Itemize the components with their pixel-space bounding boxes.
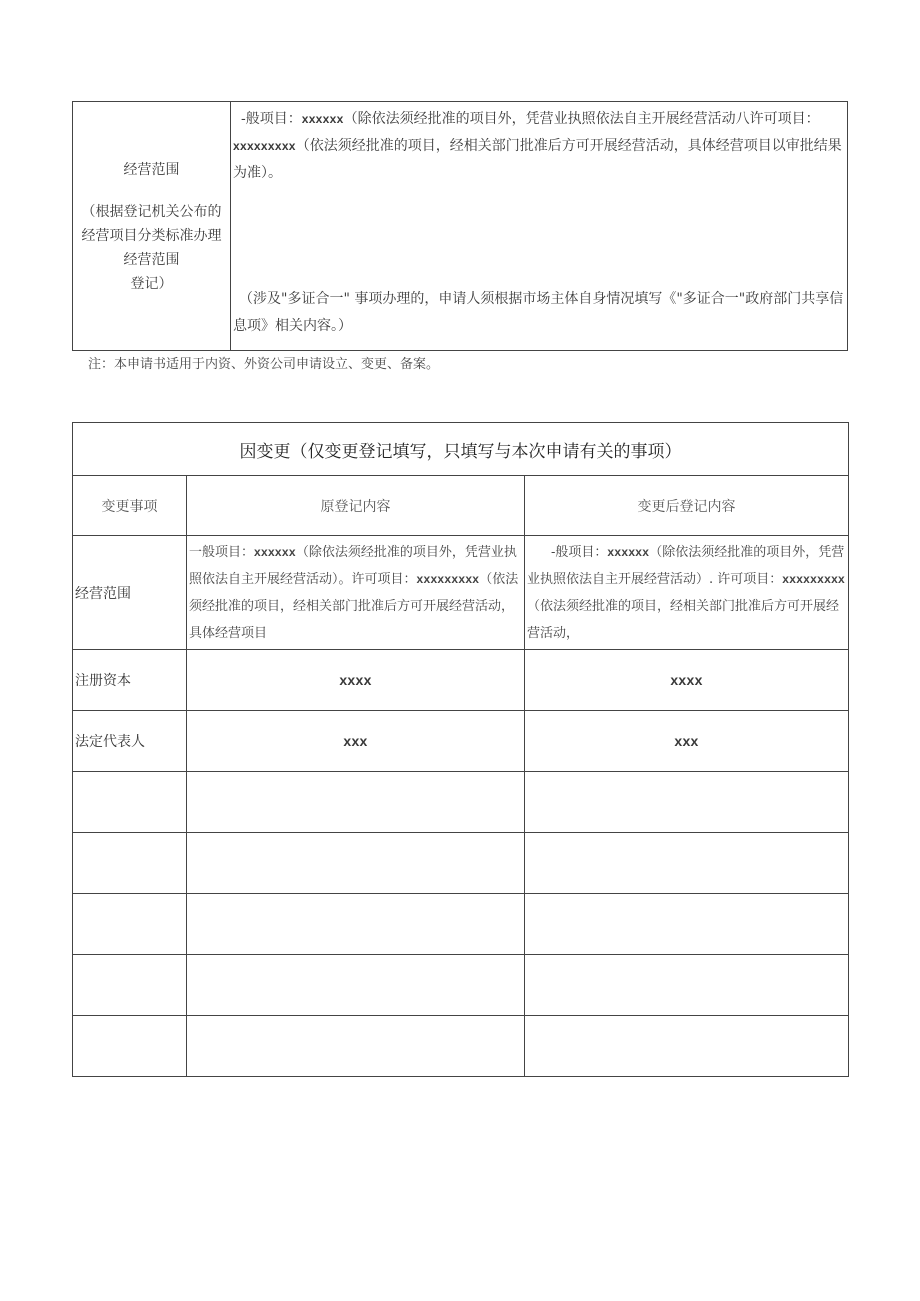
- scope-text: -般项目：xxxxxx（除依法须经批准的项目外，凭营业执照依法自主开展经营活动八许可项目：xxxxxxxxx（依法须经批准的项目，经相关部门批准后方可开展经营活动，具体经营项目以审批结果为准）。: [233, 111, 842, 181]
- empty-cell[interactable]: [525, 833, 849, 894]
- empty-cell[interactable]: [73, 833, 187, 894]
- empty-cell[interactable]: [525, 772, 849, 833]
- change-table-title: 因变更（仅变更登记填写，只填写与本次申请有关的事项）: [73, 423, 849, 476]
- form-note: 注：本申请书适用于内资、外资公司申请设立、变更、备案。: [88, 357, 440, 372]
- empty-cell[interactable]: [73, 894, 187, 955]
- scope-content-cell[interactable]: [233, 106, 845, 334]
- empty-cell[interactable]: [187, 833, 525, 894]
- header-change-item: 变更事项: [73, 476, 187, 536]
- new-scope-cell[interactable]: -般项目：xxxxxx（除依法须经批准的项目外，凭营业执照依法自主开展经营活动）. 许可项目：xxxxxxxxx（依法须经批准的项目，经相关部门批准后方可开展经营活动，: [525, 536, 849, 650]
- empty-cell[interactable]: [187, 1016, 525, 1077]
- header-new: 变更后登记内容: [525, 476, 849, 536]
- row-label-capital: 注册资本: [73, 650, 187, 711]
- empty-row: [73, 772, 849, 833]
- empty-row: [73, 894, 849, 955]
- empty-cell[interactable]: [73, 772, 187, 833]
- empty-cell[interactable]: [525, 955, 849, 1016]
- row-label-scope: 经营范围: [73, 536, 187, 650]
- empty-cell[interactable]: [187, 894, 525, 955]
- header-original: 原登记内容: [187, 476, 525, 536]
- change-table: [72, 422, 849, 1077]
- empty-cell[interactable]: [73, 1016, 187, 1077]
- scope-label-cell: [73, 102, 231, 350]
- business-scope-form: [72, 101, 848, 351]
- scope-footnote: （涉及"多证合一" 事项办理的，申请人须根据市场主体自身情况填写《"多证合一"政府部门共享信息项》相关内容。）: [233, 291, 844, 334]
- original-representative[interactable]: xxx: [187, 711, 525, 772]
- empty-row: [73, 833, 849, 894]
- row-label-representative: 法定代表人: [73, 711, 187, 772]
- new-representative[interactable]: xxx: [525, 711, 849, 772]
- empty-cell[interactable]: [73, 955, 187, 1016]
- empty-row: [73, 1016, 849, 1077]
- original-scope-cell[interactable]: 一般项目：xxxxxx（除依法须经批准的项目外，凭营业执照依法自主开展经营活动）。许可项目：xxxxxxxxx（依法须经批准的项目，经相关部门批准后方可开展经营活动，具体经营项目: [187, 536, 525, 650]
- empty-cell[interactable]: [525, 894, 849, 955]
- original-capital[interactable]: xxxx: [187, 650, 525, 711]
- new-capital[interactable]: xxxx: [525, 650, 849, 711]
- empty-cell[interactable]: [187, 955, 525, 1016]
- empty-cell[interactable]: [525, 1016, 849, 1077]
- empty-row: [73, 955, 849, 1016]
- scope-label-note: （根据登记机关公布的 经营项目分类标准办理 经营范围 登记）: [81, 204, 222, 292]
- empty-cell[interactable]: [187, 772, 525, 833]
- scope-label: 经营范围: [123, 162, 180, 178]
